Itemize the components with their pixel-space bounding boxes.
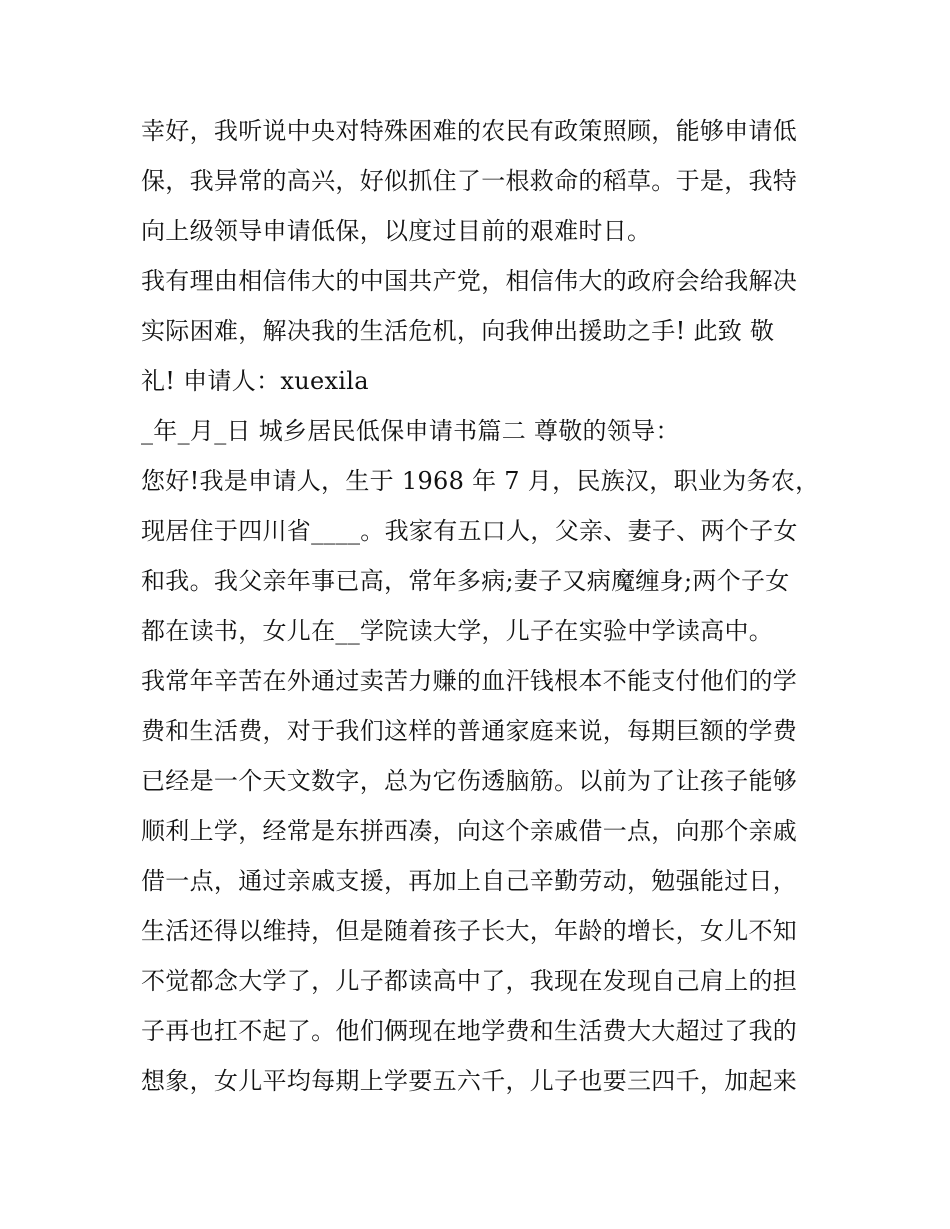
text-line: _年_月_日 城乡居民低保申请书篇二 尊敬的领导：	[141, 417, 680, 445]
text-line: 现居住于四川省____。我家有五口人，父亲、妻子、两个子女	[141, 517, 798, 545]
text-line: 幸好，我听说中央对特殊困难的农民有政策照顾，能够申请低	[141, 117, 798, 145]
text-line: 我常年辛苦在外通过卖苦力赚的血汗钱根本不能支付他们的学	[141, 667, 798, 695]
text-line: 借一点，通过亲戚支援，再加上自己辛勤劳动，勉强能过日，	[141, 867, 798, 895]
text-line: 生活还得以维持，但是随着孩子长大，年龄的增长，女儿不知	[141, 917, 798, 945]
text-line: 子再也扛不起了。他们俩现在地学费和生活费大大超过了我的	[141, 1017, 798, 1045]
text-line: 想象，女儿平均每期上学要五六千，儿子也要三四千，加起来	[141, 1067, 798, 1095]
text-line: 和我。我父亲年事已高，常年多病;妻子又病魔缠身;两个子女	[141, 567, 790, 595]
text-line: 实际困难，解决我的生活危机，向我伸出援助之手! 此致 敬	[141, 317, 775, 345]
text-line: 不觉都念大学了，儿子都读高中了，我现在发现自己肩上的担	[141, 967, 798, 995]
text-line: 已经是一个天文数字，总为它伤透脑筋。以前为了让孩子能够	[141, 767, 798, 795]
text-line: 保，我异常的高兴，好似抓住了一根救命的稻草。于是，我特	[141, 167, 798, 195]
text-line: 费和生活费，对于我们这样的普通家庭来说，每期巨额的学费	[141, 717, 798, 745]
text-line: 顺利上学，经常是东拼西凑，向这个亲戚借一点，向那个亲戚	[141, 817, 798, 845]
text-line: 都在读书，女儿在__学院读大学，儿子在实验中学读高中。	[141, 617, 774, 645]
text-line: 向上级领导申请低保，以度过目前的艰难时日。	[141, 217, 652, 245]
text-line: 礼! 申请人：xuexila	[141, 367, 369, 395]
text-line: 我有理由相信伟大的中国共产党，相信伟大的政府会给我解决	[141, 267, 798, 295]
text-line: 您好!我是申请人，生于 1968 年 7 月，民族汉，职业为务农，	[141, 467, 820, 495]
